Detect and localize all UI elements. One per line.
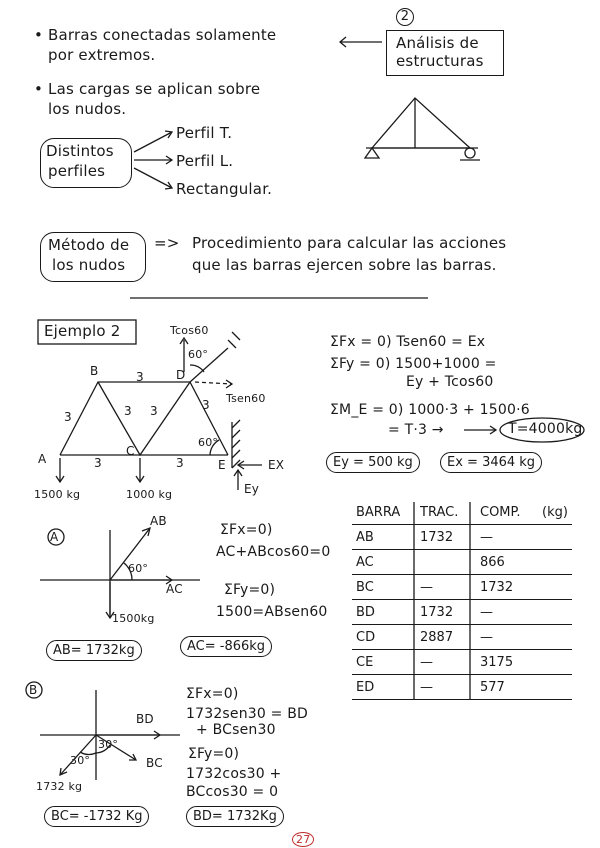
node-b-result-bd: BD= 1732Kg xyxy=(186,806,284,827)
node-b-label-bd: BD xyxy=(136,712,154,726)
table-header-unit: (kg) xyxy=(542,504,568,520)
node-a-marker: A xyxy=(50,530,59,544)
table-cell: — xyxy=(420,579,433,595)
table-row xyxy=(352,575,572,600)
node-a-eq-1: ΣFx=0) xyxy=(220,522,273,538)
method-label-line-1: Método de xyxy=(48,236,130,254)
table-row xyxy=(352,525,572,550)
table-cell: 1732 xyxy=(480,579,514,595)
profile-item-l: Perfil L. xyxy=(176,152,234,170)
table-row xyxy=(352,675,572,700)
table-row xyxy=(352,600,572,625)
table-cell: 866 xyxy=(480,554,505,570)
truss-node-d: D xyxy=(176,368,186,382)
equation-5: = T·3 → xyxy=(388,422,444,438)
method-arrow: => xyxy=(154,234,180,252)
method-desc-line-2: que las barras ejercen sobre las barras. xyxy=(192,256,497,274)
bullet-1-line-1: • Barras conectadas solamente xyxy=(34,26,277,44)
truss-len-ab: 3 xyxy=(64,410,72,424)
truss-node-b: B xyxy=(90,364,99,378)
table-header-comp: COMP. xyxy=(480,504,521,520)
truss-len-de: 3 xyxy=(202,398,210,412)
table-cell: 1732 xyxy=(420,604,454,620)
table-cell: — xyxy=(480,629,493,645)
table-header-bar: BARRA xyxy=(356,504,401,520)
node-b-eq-5: 1732cos30 + xyxy=(186,766,282,782)
table-cell: — xyxy=(420,679,433,695)
node-a-eq-4: 1500=ABsen60 xyxy=(216,604,328,620)
table-cell: ED xyxy=(356,679,375,695)
truss-node-c: C xyxy=(126,444,135,458)
node-a-eq-2: AC+ABcos60=0 xyxy=(216,544,331,560)
truss-len-bd: 3 xyxy=(136,370,144,384)
equation-2: ΣFy = 0) 1500+1000 = xyxy=(330,356,497,372)
truss-ex: EX xyxy=(268,458,285,472)
table-cell: — xyxy=(420,654,433,670)
truss-len-cd: 3 xyxy=(150,404,158,418)
truss-load-c: 1000 kg xyxy=(126,488,173,501)
table-row xyxy=(352,650,572,675)
profile-item-rect: Rectangular. xyxy=(176,180,273,198)
node-b-load: 1732 kg xyxy=(36,780,83,793)
table-cell: 3175 xyxy=(480,654,514,670)
table-cell: — xyxy=(480,529,493,545)
truss-node-e: E xyxy=(218,458,226,472)
bullet-2-line-2: los nudos. xyxy=(48,100,127,118)
method-label-line-2: los nudos xyxy=(52,256,126,274)
truss-node-a: A xyxy=(38,452,47,466)
profiles-label-line-1: Distintos xyxy=(46,142,114,160)
equation-3: Ey + Tcos60 xyxy=(406,374,494,390)
node-a-load: 1500kg xyxy=(112,612,155,625)
table-cell: BC xyxy=(356,579,374,595)
table-cell: 2887 xyxy=(420,629,454,645)
table-cell: 1732 xyxy=(420,529,454,545)
node-b-eq-3: + BCsen30 xyxy=(196,722,276,738)
node-a-result-ac: AC= -866kg xyxy=(180,636,272,657)
truss-len-ce: 3 xyxy=(176,456,184,470)
truss-angle-d: 60° xyxy=(188,348,209,361)
table-cell: BD xyxy=(356,604,375,620)
node-a-label-ac: AC xyxy=(166,582,183,596)
truss-angle-e: 60° xyxy=(198,436,219,449)
table-cell xyxy=(416,550,476,575)
truss-tension-h: Tsen60 xyxy=(226,392,266,405)
bullet-2-line-1: • Las cargas se aplican sobre xyxy=(34,80,261,98)
node-a-eq-3: ΣFy=0) xyxy=(224,582,276,598)
table-cell: — xyxy=(480,604,493,620)
equation-1: ΣFx = 0) Tsen60 = Ex xyxy=(330,334,486,350)
page-mark: 2 xyxy=(396,8,414,26)
table-cell: CD xyxy=(356,629,376,645)
table-header-trac: TRAC. xyxy=(420,504,459,520)
truss-load-a: 1500 kg xyxy=(34,488,81,501)
bullet-1-line-2: por extremos. xyxy=(48,46,156,64)
node-b-eq-1: ΣFx=0) xyxy=(186,686,239,702)
table-cell: AC xyxy=(356,554,374,570)
node-b-result-bc: BC= -1732 Kg xyxy=(44,806,149,827)
example-title: Ejemplo 2 xyxy=(44,322,121,340)
truss-len-bc: 3 xyxy=(124,404,132,418)
node-b-marker: B xyxy=(29,683,38,697)
node-b-eq-4: ΣFy=0) xyxy=(188,746,240,762)
page-number: 27 xyxy=(292,832,314,847)
title-line-1: Análisis de xyxy=(396,34,479,52)
title-line-2: estructuras xyxy=(396,52,484,70)
result-t: T=4000kg xyxy=(508,421,583,437)
node-b-eq-6: BCcos30 = 0 xyxy=(186,784,279,800)
profiles-label-line-2: perfiles xyxy=(48,162,106,180)
equation-4: ΣM_E = 0) 1000·3 + 1500·6 xyxy=(330,402,530,418)
result-ex: Ex = 3464 kg xyxy=(440,452,542,473)
node-b-angle-2: 30° xyxy=(98,738,119,751)
truss-len-ac: 3 xyxy=(94,456,102,470)
node-a-angle: 60° xyxy=(128,562,149,575)
table-row xyxy=(352,625,572,650)
truss-tension-top: Tcos60 xyxy=(170,324,209,337)
node-a-label-ab: AB xyxy=(150,514,167,528)
method-desc-line-1: Procedimiento para calcular las acciones xyxy=(192,234,507,252)
table-row xyxy=(352,550,572,575)
result-ey: Ey = 500 kg xyxy=(326,452,420,473)
table-header-row xyxy=(352,500,572,525)
node-b-angle-1: 30° xyxy=(70,754,91,767)
truss-ey: Ey xyxy=(244,482,260,496)
profile-item-t: Perfil T. xyxy=(176,124,233,142)
node-b-label-bc: BC xyxy=(146,756,163,770)
node-b-eq-2: 1732sen30 = BD xyxy=(186,706,309,722)
table-cell: 577 xyxy=(480,679,505,695)
table-cell: AB xyxy=(356,529,374,545)
table-cell: CE xyxy=(356,654,374,670)
results-table xyxy=(352,500,572,700)
node-a-result-ab: AB= 1732kg xyxy=(46,640,142,661)
